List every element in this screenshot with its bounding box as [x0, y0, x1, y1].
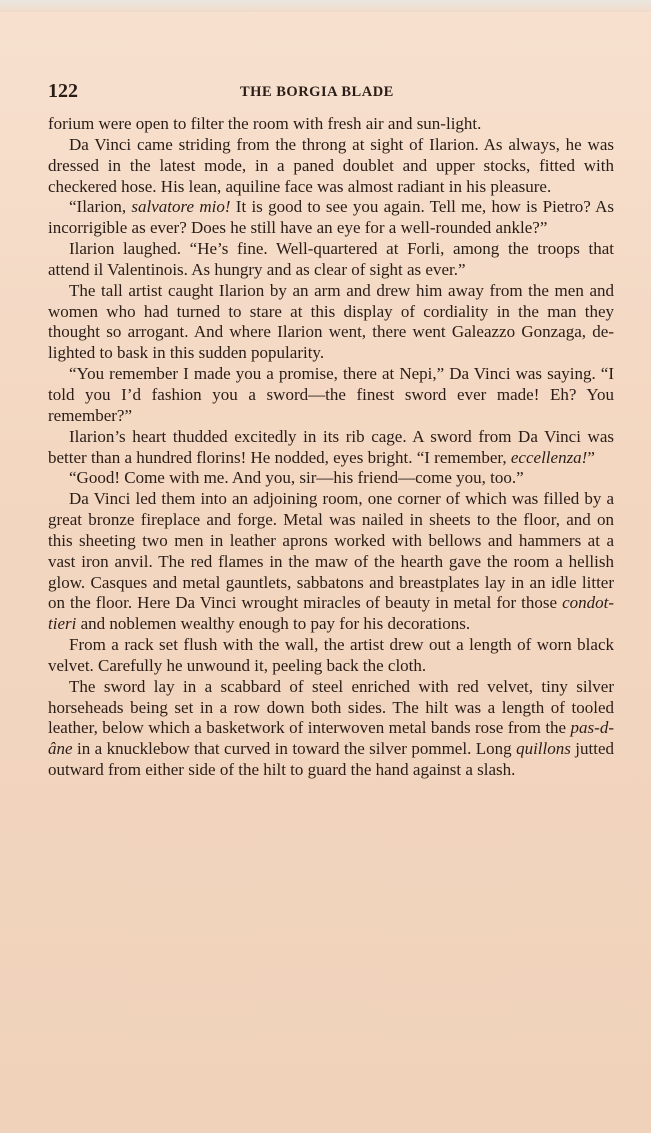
paragraph	[48, 677, 614, 781]
text-run: ”	[587, 447, 595, 467]
text-run: in a knucklebow that curved in toward the silver pommel. Long	[72, 739, 517, 759]
paragraph	[48, 239, 614, 281]
italic-text: quillons	[516, 739, 571, 759]
body-text	[48, 114, 614, 781]
text-run: The tall artist caught Ilarion by an arm and drew him away from the men and women who had turned to stare at this display of cordiality in the man they thought so arrogant. And where Ilarion went, there went Galeazzo Gonzaga, de-lighted to bask in this sudden popularity.	[48, 280, 614, 363]
paragraph	[48, 197, 614, 239]
text-run: jutted outward from either side of the hilt to guard the hand against a slash.	[48, 739, 614, 780]
page-number: 122	[48, 80, 78, 102]
paragraph	[48, 468, 614, 489]
text-run: “You remember I made you a promise, there at Nepi,” Da Vinci was saying. “I told you I’d fashion you a sword—the finest sword ever made! Eh? You remember?”	[48, 364, 614, 425]
scan-edge	[0, 0, 651, 12]
text-run: The sword lay in a scabbard of steel enriched with red velvet, tiny silver horseheads being set in a row down both sides. The hilt was a length of tooled leather, below which a basketwork of interwoven metal bands rose from the	[48, 676, 614, 738]
italic-text: salvatore mio!	[131, 197, 231, 217]
text-run: Da Vinci came striding from the throng at sight of Ilarion. As always, he was dressed in the latest mode, in a paned doublet and upper stocks, fitted with checkered hose. His lean, aquiline face was almost radiant in his pleasure.	[48, 134, 614, 196]
text-run: From a rack set flush with the wall, the artist drew out a length of worn black velvet. Carefully he unwound it, peeling back the cloth.	[48, 635, 614, 675]
italic-text: pas-d-âne	[48, 718, 614, 759]
text-run: Ilarion laughed. “He’s fine. Well-quartered at Forli, among the troops that attend il Valentinois. As hungry and as clear of sight as ever.”	[48, 239, 614, 279]
paragraph	[48, 427, 614, 469]
running-head: THE BORGIA BLADE	[240, 84, 394, 100]
paragraph	[48, 135, 614, 198]
italic-text: eccellenza!	[510, 447, 588, 467]
text-run: Da Vinci led them into an adjoining room, one corner of which was filled by a great bronze fireplace and forge. Metal was nailed in sheets to the floor, and on this sheeting two men in leather aprons worked with bellows and hammers at a vast iron anvil. The red flames in the maw of the hearth gave the room a hellish glow. Casques and metal gauntlets, sabbatons and breastplates lay in an idle litter on the floor. Here Da Vinci wrought miracles of beauty in metal for those	[48, 489, 614, 613]
paragraph	[48, 489, 614, 635]
text-run: Ilarion’s heart thudded excitedly in its rib cage. A sword from Da Vinci was better than a hundred florins! He nodded, eyes bright. “I remember,	[48, 426, 614, 467]
page-header	[48, 80, 614, 106]
paragraph	[48, 364, 614, 427]
paragraph	[48, 635, 614, 677]
text-run: and noblemen wealthy enough to pay for his decorations.	[76, 614, 471, 634]
paragraph	[48, 281, 614, 364]
text-run: “Ilarion,	[69, 197, 132, 217]
text-run: It is good to see you again. Tell me, how is Pietro? As incorrigible as ever? Does he still have an eye for a well-rounded ankle?”	[48, 197, 615, 238]
paragraph	[48, 114, 614, 135]
text-run: “Good! Come with me. And you, sir—his friend—come you, too.”	[69, 468, 524, 488]
text-run: forium were open to filter the room with fresh air and sun-light.	[48, 114, 482, 133]
italic-text: condot-tieri	[48, 593, 614, 634]
